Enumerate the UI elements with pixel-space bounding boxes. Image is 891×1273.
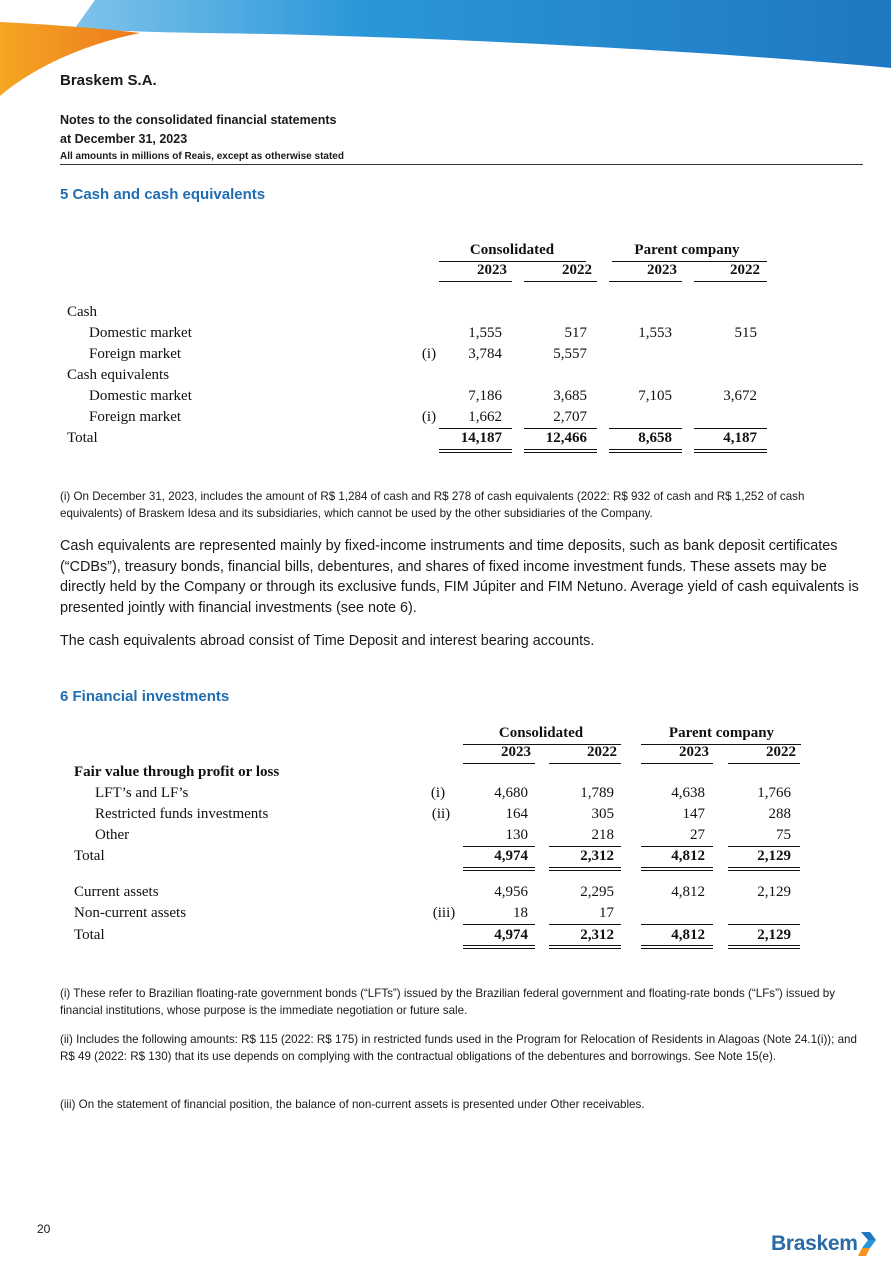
cell-value: 2,707 (553, 409, 587, 425)
year-header: 2023 (647, 262, 677, 278)
row-label: Non-current assets (74, 905, 187, 921)
row-label: Foreign market (89, 409, 182, 425)
cell-value: 2,312 (580, 927, 614, 943)
cell-value: 14,187 (460, 430, 502, 446)
rule (439, 281, 512, 282)
row-label: Foreign market (89, 346, 182, 362)
investments-table (74, 723, 804, 953)
group-header-parent: Parent company (634, 242, 740, 258)
cell-value: 1,555 (468, 325, 502, 341)
notes-title: Notes to the consolidated financial statements (60, 113, 337, 127)
notes-date: at December 31, 2023 (60, 132, 188, 146)
double-rule (463, 867, 535, 871)
cell-value: 515 (734, 325, 757, 341)
cell-value: 1,766 (757, 785, 791, 801)
rule (609, 281, 682, 282)
cell-value: 75 (776, 827, 791, 843)
year-header: 2023 (477, 262, 507, 278)
cell-value: 4,680 (494, 785, 528, 801)
row-label: Cash (67, 304, 97, 320)
cell-value: 3,784 (468, 346, 502, 362)
double-rule (728, 945, 800, 949)
cell-value: 4,956 (494, 884, 528, 900)
rule (463, 924, 535, 925)
cash-table (67, 240, 777, 460)
row-label: Domestic market (89, 388, 192, 404)
year-header: 2022 (587, 744, 617, 760)
cell-value: 4,187 (723, 430, 757, 446)
rule (694, 281, 767, 282)
group-header-consolidated: Consolidated (469, 242, 555, 258)
cell-value: 7,105 (638, 388, 672, 404)
rule (728, 763, 800, 764)
company-name: Braskem S.A. (60, 72, 157, 89)
cell-value: 1,789 (580, 785, 614, 801)
rule (463, 846, 535, 847)
cell-value: 4,974 (494, 848, 528, 864)
section-5-paragraph-2: The cash equivalents abroad consist of Time Deposit and interest bearing accounts. (60, 633, 595, 649)
double-rule (549, 945, 621, 949)
row-note: (i) (421, 409, 437, 425)
row-label: Total (74, 927, 105, 943)
section-5-footnote: (i) On December 31, 2023, includes the amount of R$ 1,284 of cash and R$ 278 of cash equivalents (2022: R$ 932 of cash and R$ 1,252 of cash equivalents) of Braskem Idesa and its subsidiaries, which cannot be used by the other subsidiaries of the Company. (60, 490, 805, 520)
row-label: LFT’s and LF’s (95, 785, 189, 801)
row-label: Other (95, 827, 130, 843)
rule (524, 281, 597, 282)
cell-value: 4,812 (671, 848, 705, 864)
rule (728, 846, 800, 847)
section-6-footnote-3: (iii) On the statement of financial position, the balance of non-current assets is presented under Other receivables. (60, 1098, 645, 1111)
cell-value: 5,557 (553, 346, 587, 362)
cell-value: 130 (505, 827, 528, 843)
double-rule (463, 945, 535, 949)
rule (549, 924, 621, 925)
section-6-title: 6 Financial investments (60, 688, 230, 705)
rule (728, 924, 800, 925)
double-rule (641, 945, 713, 949)
double-rule (524, 449, 597, 453)
cell-value: 1,662 (468, 409, 502, 425)
section-5-paragraph-1: Cash equivalents are represented mainly by fixed-income instruments and time deposits, such as bank deposit certificates (“CDBs”), treasury bonds, financial bills, debentures, and shares of fixed income investment funds. These assets may be directly held by the Company or through its exclusive funds, FIM Júpiter and FIM Netuno. Average yield of cash equivalents is presented jointly with financial investments (see note 6). (60, 538, 859, 616)
double-rule (609, 449, 682, 453)
double-rule (728, 867, 800, 871)
cell-value: 4,974 (494, 927, 528, 943)
cell-value: 2,129 (757, 848, 791, 864)
rule (524, 428, 597, 429)
cell-value: 7,186 (468, 388, 502, 404)
cell-value: 164 (505, 806, 528, 822)
rule (641, 924, 713, 925)
year-header: 2022 (562, 262, 592, 278)
cell-value: 17 (599, 905, 614, 921)
rule (609, 428, 682, 429)
year-header: 2022 (730, 262, 760, 278)
row-label: Restricted funds investments (95, 806, 269, 822)
double-rule (549, 867, 621, 871)
cell-value: 1,553 (638, 325, 672, 341)
row-label: Domestic market (89, 325, 192, 341)
rule (549, 763, 621, 764)
cell-value: 4,638 (671, 785, 705, 801)
row-note: (iii) (432, 905, 456, 921)
row-label: Total (67, 430, 98, 446)
double-rule (439, 449, 512, 453)
double-rule (694, 449, 767, 453)
section-6-footnote-1: (i) These refer to Brazilian floating-rate government bonds (“LFTs”) issued by the Brazilian federal government and floating-rate bonds (“LFs”) issued by financial institutions, whose purpose is the immediate negotiation or future sale. (60, 987, 835, 1017)
logo-text: Braskem (771, 1232, 858, 1255)
cell-value: 4,812 (671, 884, 705, 900)
cell-value: 2,129 (757, 884, 791, 900)
cell-value: 8,658 (638, 430, 672, 446)
row-note: (i) (421, 346, 437, 362)
group-header-consolidated: Consolidated (498, 725, 584, 741)
cell-value: 12,466 (545, 430, 587, 446)
cell-value: 305 (591, 806, 614, 822)
cell-value: 3,685 (553, 388, 587, 404)
year-header: 2023 (679, 744, 709, 760)
braskem-logo (771, 1230, 878, 1258)
cell-value: 4,812 (671, 927, 705, 943)
header-divider (60, 164, 863, 165)
cell-value: 18 (513, 905, 528, 921)
row-note: (i) (430, 785, 446, 801)
cell-value: 218 (591, 827, 614, 843)
cell-value: 2,129 (757, 927, 791, 943)
cell-value: 2,295 (580, 884, 614, 900)
row-note: (ii) (431, 806, 451, 822)
cell-value: 2,312 (580, 848, 614, 864)
braskem-logo-icon (858, 1230, 878, 1258)
group-header-parent: Parent company (668, 725, 775, 741)
year-header: 2022 (766, 744, 796, 760)
rule (549, 846, 621, 847)
cell-value: 3,672 (723, 388, 757, 404)
rule (641, 846, 713, 847)
row-label: Current assets (74, 884, 159, 900)
cell-value: 147 (682, 806, 705, 822)
cell-value: 27 (690, 827, 705, 843)
section-5-title: 5 Cash and cash equivalents (60, 186, 266, 203)
row-label: Cash equivalents (67, 367, 170, 383)
rule (641, 763, 713, 764)
amounts-note: All amounts in millions of Reais, except as otherwise stated (60, 151, 344, 162)
cell-value: 517 (564, 325, 587, 341)
section-6-footnote-2: (ii) Includes the following amounts: R$ 115 (2022: R$ 175) in restricted funds used in the Program for Relocation of Residents in Alagoas (Note 24.1(i)); and R$ 49 (2022: R$ 130) that its use depends on complying with the contractual obligations of the debentures and borrowings. See Note 15(e). (60, 1033, 857, 1063)
rule (694, 428, 767, 429)
year-header: 2023 (501, 744, 531, 760)
rule (463, 763, 535, 764)
row-label: Total (74, 848, 105, 864)
double-rule (641, 867, 713, 871)
row-label: Fair value through profit or loss (74, 764, 280, 780)
rule (439, 428, 512, 429)
cell-value: 288 (768, 806, 791, 822)
page-number: 20 (37, 1222, 51, 1236)
